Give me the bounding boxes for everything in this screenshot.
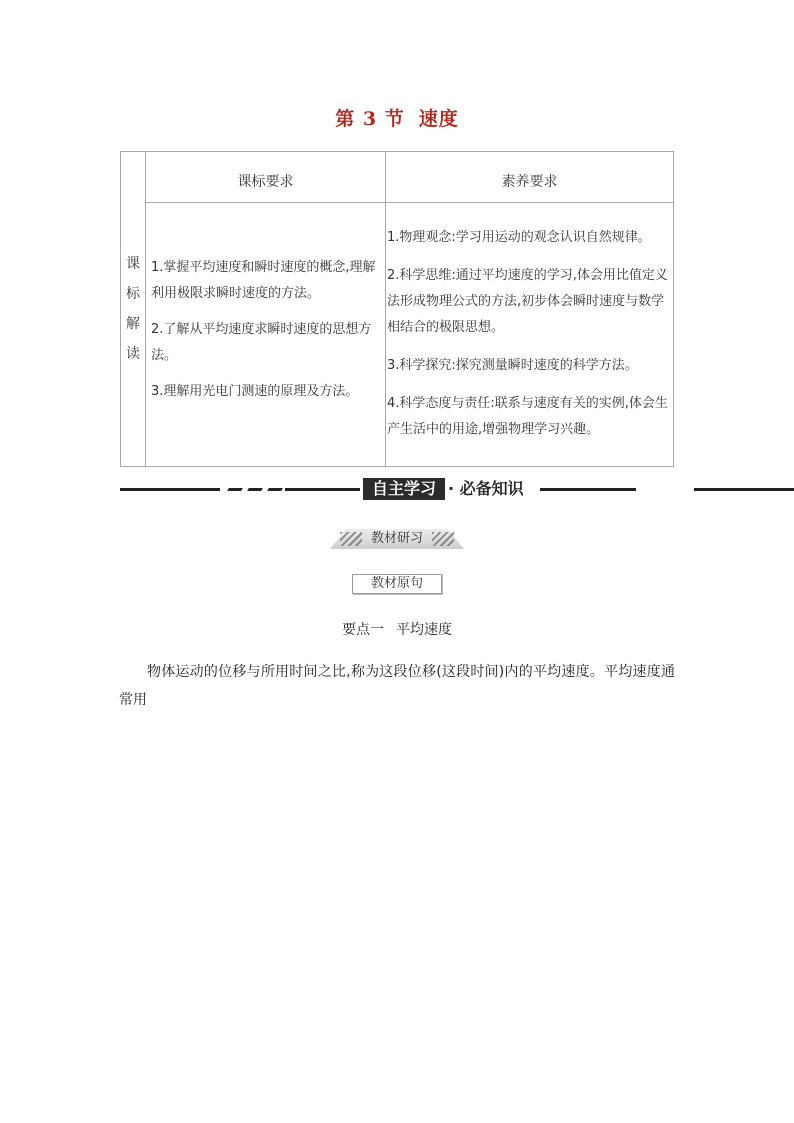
curriculum-table: [120, 151, 674, 467]
side-char: 标: [126, 286, 140, 302]
study-tag-label: 教材研习: [370, 531, 423, 546]
point-title: 平均速度: [396, 622, 452, 638]
banner-dash: [227, 488, 243, 491]
point-heading: [0, 619, 794, 639]
competency-item: 1.物理观念:学习用运动的观念认识自然规律。: [387, 229, 651, 245]
source-tag: 教材原句: [352, 574, 442, 594]
side-label: [121, 152, 146, 467]
banner-rule: [694, 488, 794, 491]
banner-subtitle: · 必备知识: [448, 479, 524, 498]
competency-item: 4.科学态度与责任:联系与速度有关的实例,体会生产生活中的用途,增强物理学习兴趣。: [387, 395, 668, 437]
banner-rule: [285, 488, 360, 491]
banner-rule: [120, 488, 220, 491]
curriculum-requirements: [146, 203, 386, 467]
competency-item: 3.科学探究:探究测量瞬时速度的科学方法。: [387, 357, 638, 373]
banner-rule: [540, 488, 636, 491]
section-banner: [0, 478, 794, 500]
header-curriculum: 课标要求: [146, 152, 386, 203]
section-number: 第 3 节: [335, 108, 405, 130]
section-title: [0, 104, 794, 131]
point-label: 要点一: [342, 622, 384, 638]
banner-box: 自主学习: [363, 478, 445, 500]
header-competency: 素养要求: [386, 152, 674, 203]
banner-dash: [267, 488, 283, 491]
side-char: 读: [126, 346, 140, 362]
banner-dash: [247, 488, 263, 491]
side-char: 课: [126, 256, 140, 272]
side-char: 解: [126, 316, 140, 332]
requirement-item: 2.了解从平均速度求瞬时速度的思想方法。: [151, 321, 372, 363]
section-name: 速度: [418, 108, 459, 130]
requirement-item: 1.掌握平均速度和瞬时速度的概念,理解利用极限求瞬时速度的方法。: [151, 259, 376, 301]
body-paragraph: 物体运动的位移与所用时间之比,称为这段位移(这段时间)内的平均速度。平均速度通常用: [119, 664, 675, 708]
competency-requirements: [386, 203, 674, 467]
requirement-item: 3.理解用光电门测速的原理及方法。: [151, 383, 359, 399]
competency-item: 2.科学思维:通过平均速度的学习,体会用比值定义法形成物理公式的方法,初步体会瞬时速度与数学相结合的极限思想。: [387, 267, 668, 335]
